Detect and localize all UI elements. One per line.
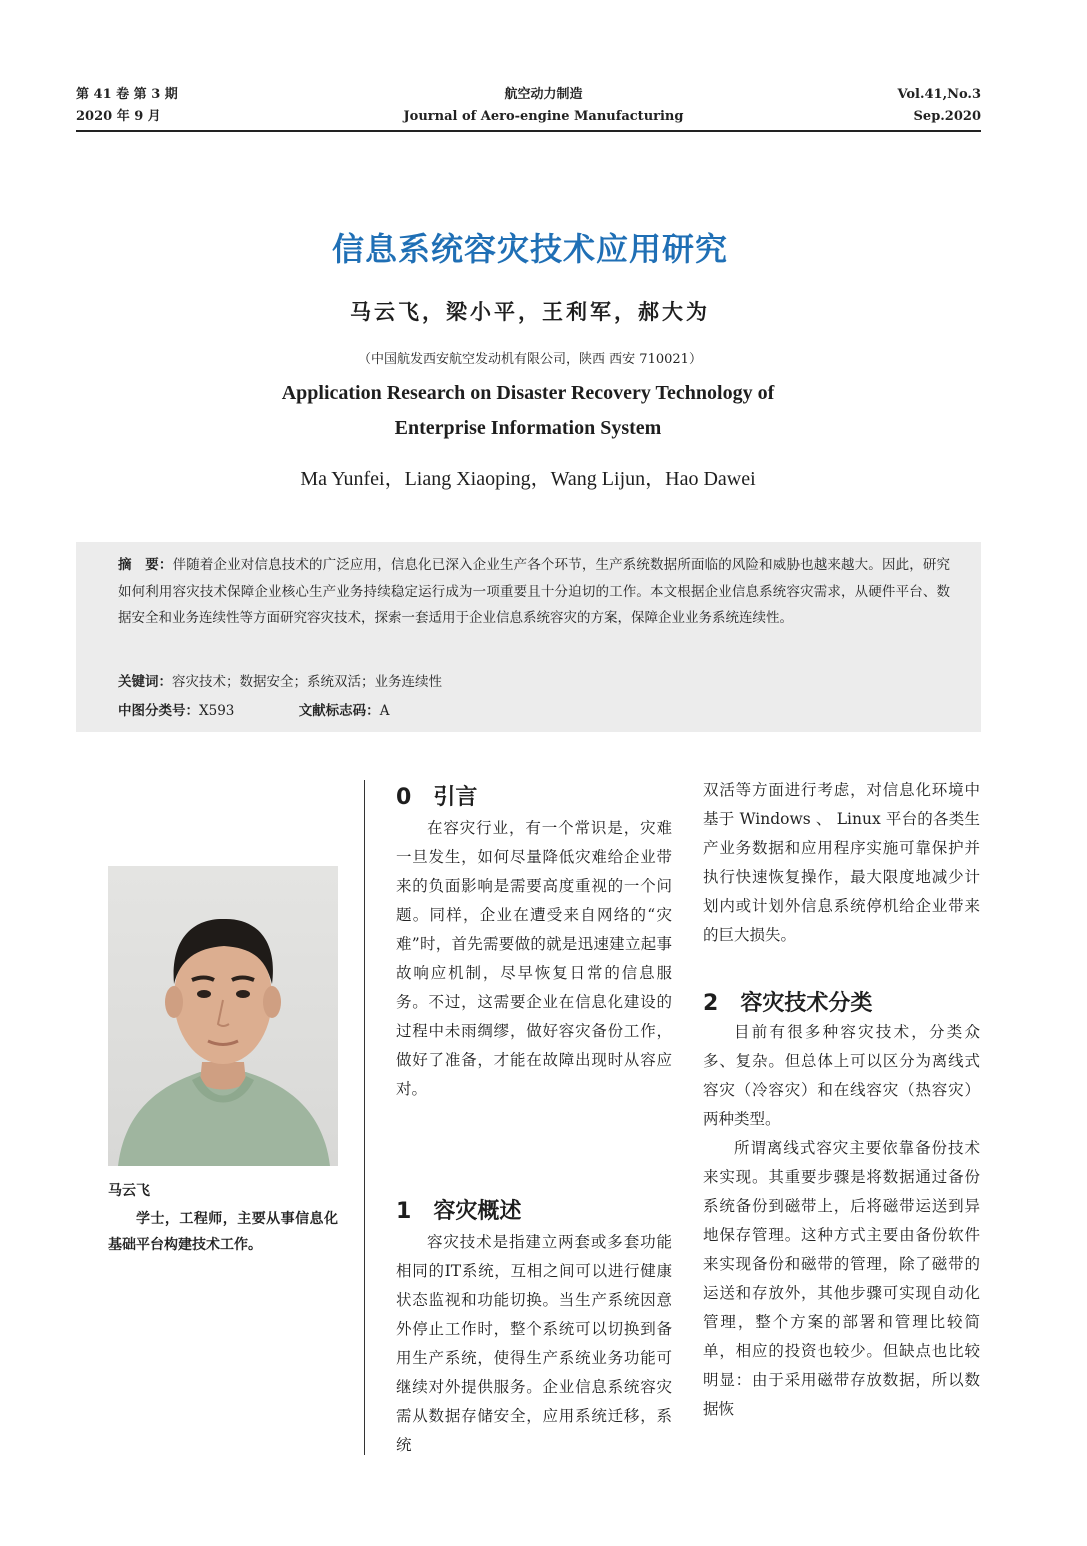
section-heading-2 xyxy=(703,986,872,1017)
keywords-label: 关键词： xyxy=(118,674,172,690)
doc-code-value: A xyxy=(379,703,390,719)
section-1-paragraph-continued: 双活等方面进行考虑，对信息化环境中基于 Windows 、 Linux 平台的各类生产业务数据和应用程序实施可靠保护并执行快速恢复操作，最大限度地减少计划内或计划外信息系统停机给企业带来的巨大损失。 xyxy=(703,781,980,944)
author-photo xyxy=(108,866,338,1166)
header-divider xyxy=(76,130,981,132)
classification xyxy=(118,699,449,719)
journal-name-en: Journal of Aero-engine Manufacturing xyxy=(403,109,684,124)
keywords-text: 容灾技术；数据安全；系统双活；业务连续性 xyxy=(172,674,442,690)
volume-issue-en: Vol.41,No.3 xyxy=(897,87,981,102)
paper-title-en xyxy=(0,376,1056,446)
journal-name-cn: 航空动力制造 xyxy=(504,87,583,102)
section-1-paragraph: 容灾技术是指建立两套或多套功能相同的IT系统，互相之间可以进行健康状态监视和功能切换。当生产系统因意外停止工作时，整个系统可以切换到备用生产系统，使得生产系统业务功能可继续对外提供服务。企业信息系统容灾需从数据存储安全，应用系统迁移，系统 xyxy=(396,1233,672,1454)
section-title: 引言 xyxy=(433,785,478,810)
section-2-paragraph-2: 所谓离线式容灾主要依靠备份技术来实现。其重要步骤是将数据通过备份系统备份到磁带上，后将磁带运送到异地保存管理。这种方式主要由备份软件来实现备份和磁带的管理，除了磁带的运送和存放外，其他步骤可实现自动化管理，整个方案的部署和管理比较简单，相应的投资也较少。但缺点也比较明显：由于采用磁带存放数据，所以数据恢 xyxy=(703,1139,980,1418)
paper-title-en-line1: Application Research on Disaster Recovery Technology of xyxy=(281,382,775,404)
section-2-paragraph-1: 目前有很多种容灾技术，分类众多、复杂。但总体上可以区分为离线式容灾（冷容灾）和在线容灾（热容灾）两种类型。 xyxy=(703,1023,980,1128)
column-divider xyxy=(364,780,365,1455)
section-title: 容灾技术分类 xyxy=(740,991,873,1016)
paper-title-cn: 信息系统容灾技术应用研究 xyxy=(331,230,728,268)
section-0-paragraph: 在容灾行业，有一个常识是，灾难一旦发生，如何尽量降低灾难给企业带来的负面影响是需要高度重视的一个问题。同样，企业在遭受来自网络的“灾难”时，首先需要做的就是迅速建立起事故响应机制，尽早恢复日常的信息服务。不过，这需要企业在信息化建设的过程中未雨绸缪，做好容灾备份工作，做好了准备，才能在故障出现时从容应对。 xyxy=(396,819,672,1098)
clc-value: X593 xyxy=(199,703,235,719)
abstract xyxy=(118,552,950,632)
abstract-label: 摘 要： xyxy=(118,557,173,573)
section-heading-0 xyxy=(396,780,477,811)
abstract-text: 伴随着企业对信息技术的广泛应用，信息化已深入企业生产各个环节，生产系统数据所面临的风险和威胁也越来越大。因此，研究如何利用容灾技术保障企业核心生产业务持续稳定运行成为一项重要且十分迫切的工作。本文根据企业信息系统容灾需求，从硬件平台、数据安全和业务连续性等方面研究容灾技术，探索一套适用于企业信息系统容灾的方案，保障企业业务系统连续性。 xyxy=(118,557,951,626)
section-number: 1 xyxy=(396,1199,412,1224)
section-heading-1 xyxy=(396,1194,521,1225)
author-portrait-icon xyxy=(108,866,338,1166)
publication-date-en: Sep.2020 xyxy=(913,109,981,124)
journal-issue-info-en xyxy=(897,84,981,128)
keywords xyxy=(118,670,442,690)
affiliation-cn: （中国航发西安航空发动机有限公司，陕西 西安 710021） xyxy=(358,352,702,367)
doc-code-label: 文献标志码： xyxy=(298,703,380,719)
section-title: 容灾概述 xyxy=(433,1199,522,1224)
paper-title-en-line2: Enterprise Information System xyxy=(394,417,662,439)
volume-issue: 第 41 卷 第 3 期 xyxy=(76,87,178,102)
section-number: 2 xyxy=(703,991,719,1016)
bio-text: 学士，工程师，主要从事信息化基础平台构建技术工作。 xyxy=(108,1211,338,1253)
bio-author-name: 马云飞 xyxy=(108,1183,150,1199)
publication-date: 2020 年 9 月 xyxy=(76,109,161,124)
authors-en: Ma Yunfei，Liang Xiaoping，Wang Lijun，Hao Dawei xyxy=(300,468,756,490)
section-number: 0 xyxy=(396,785,412,810)
clc-label: 中图分类号： xyxy=(118,703,199,719)
authors-cn: 马云飞，梁小平，王利军，郝大为 xyxy=(350,299,710,324)
